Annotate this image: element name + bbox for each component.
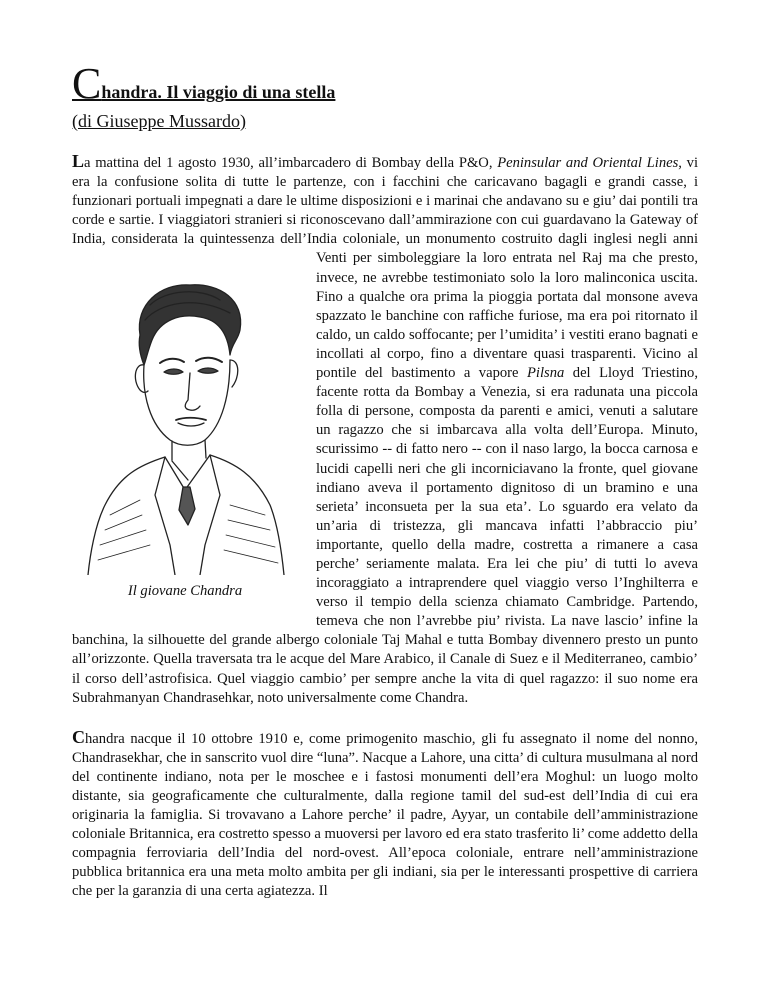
dropcap-l: L (72, 151, 85, 171)
dropcap-c: C (72, 726, 85, 747)
ship-name-italic: Pilsna (527, 365, 565, 382)
portrait-sketch (80, 265, 290, 575)
para1-text-1: a mattina del 1 agosto 1930, all’imbarcadero di Bombay della P&O, (84, 155, 498, 171)
article-title (72, 59, 698, 108)
para1-text-3: del Lloyd Triestino, facente rotta da Bombay a Venezia, si era radunata una piccola folla di persone, composta da parenti e amici, venuti a salutare un ragazzo che si imbarcava alla volta dell’Europa. Minuto, scurissimo -- di fatto nero -- con il naso largo, la bocca carnosa e lucidi capelli neri che gli incorniciavano la fronte, quel giovane indiano aveva il portamento dignitoso di un bramino e una serieta’ inconsueta per la sua eta’. Lo sguardo era velato da un’aria di tristezza, gli mancava infatti l’abbraccio piu’ importante, quello della madre, costretta a rimanere a casa perche’ seriamente malata. Era lei che piu’ di tutti lo aveva incoraggiato a intraprendere quel viaggio verso l’Inghilterra e verso il tempio della scienza chiamato Cambridge. Partendo, temeva che non l’avrebbe piu’ rivista. La nave lascio’ infine la banchina, la silhouette del grande albergo coloniale Taj Mahal e tutta Bombay divennero presto un punto all’orizzonte. Quella traversata tra le acque del Mare Arabico, il Canale di Suez e il Mediterraneo, cambio’ il corso dell’astrofisica. Quel viaggio cambio’ per sempre anche la vita di quel ragazzo: il suo nome era Subrahmanyan Chandrasehkar, noto universalmente come Chandra. (72, 365, 698, 706)
title-initial: C (72, 59, 102, 108)
para1-text-2a: , vi era la confusione solita di tutte le partenze, con i facchini che caricavano bagagli e grandi casse, i funzionari portuali impegnati a dare le ultime disposizioni e i marinai che andavano su e giu’ dai pontili tra corde e sartie. I viaggiatori stranieri si riconoscevano dall’ammirazione con cui guardavano la Gateway of India, considerata la quintessenza dell’India coloniale, un monumento (72, 155, 698, 248)
document-page (72, 59, 698, 902)
portrait-figure (72, 251, 298, 611)
para2-text: handra nacque il 10 ottobre 1910 e, come primogenito maschio, gli fu assegnato il nome del nonno, Chandrasekhar, che in sanscrito vuol dire “luna”. Nacque a Lahore, una citta’ di cultura musulmana al nord del continente indiano, nota per le moschee e i fastosi monumenti dell’era Moghul: un luogo molto distante, sia geograficamente che culturalmente, dalla regione tamil del sud-est dell’India di cui era originaria la famiglia. Si trovavano a Lahore perche’ il padre, Ayyar, un contabile dell’amministrazione coloniale Britannica, era costretto spesso a muoversi per lavoro ed era stato trasferito li’ come addetto della compagnia ferroviaria dell’India del nord-ovest. All’epoca coloniale, entrare nell’amministrazione pubblica britannica era una meta molto ambita per gli indiani, sia per le interessanti prospettive di carriera che per la garanzia di una certa agiatezza. Il (72, 730, 698, 900)
paragraph-1 (72, 152, 698, 708)
para1-text-2b: costruito dagli inglesi negli anni Venti per simboleggiare la loro entrata nel Raj ma che presto, invece, ne avrebbe testimoniato solo la loro malinconica uscita. Fino a qualche ora prima la pioggia portata dal monsone aveva spazzato le banchine con raffiche furiose, ma era poi ritornato il caldo, un caldo soffocante; per l’umidita’ i vestiti erano bagnati e incollati al corpo, fino a diventare quasi trasparenti. Vicino al pontile del bastimento a vapore (316, 231, 698, 382)
company-name-italic: Peninsular and Oriental Lines (497, 155, 679, 171)
paragraph-2 (72, 728, 698, 902)
figure-caption: Il giovane Chandra (127, 583, 243, 600)
byline: (di Giuseppe Mussardo) (72, 111, 246, 131)
title-text: handra. Il viaggio di una stella (101, 82, 336, 102)
